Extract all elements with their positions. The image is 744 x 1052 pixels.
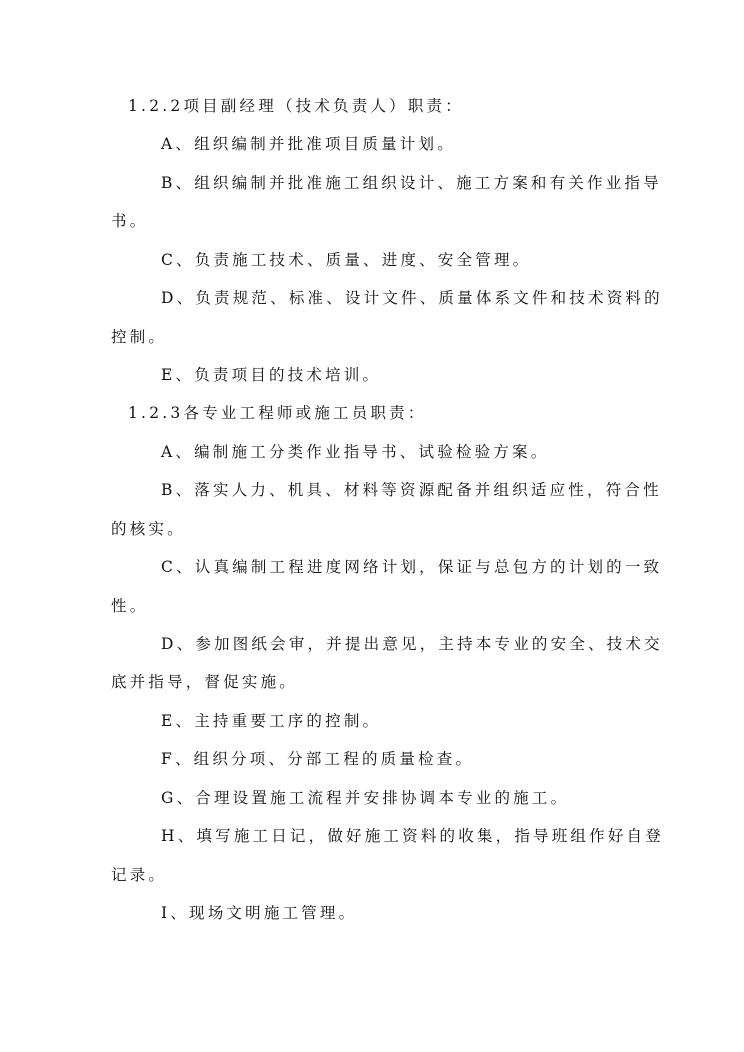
list-item: C、负责施工技术、质量、进度、安全管理。 bbox=[161, 251, 532, 269]
list-item: G、合理设置施工流程并安排协调本专业的施工。 bbox=[161, 789, 570, 807]
list-item: D、负责规范、标准、设计文件、质量体系文件和技术资料的 bbox=[161, 289, 663, 307]
list-item-continuation: 的核实。 bbox=[111, 520, 186, 538]
list-item: H、填写施工日记，做好施工资料的收集，指导班组作好自登 bbox=[161, 827, 664, 845]
list-item: C、认真编制工程进度网络计划，保证与总包方的计划的一致 bbox=[161, 558, 663, 576]
list-item-continuation: 性。 bbox=[111, 597, 149, 615]
list-item-continuation: 记录。 bbox=[111, 866, 168, 884]
section-heading-1-2-2: 1.2.2项目副经理（技术负责人）职责： bbox=[128, 97, 464, 115]
list-item: D、参加图纸会审，并提出意见，主持本专业的安全、技术交 bbox=[161, 635, 663, 653]
list-item: A、组织编制并批准项目质量计划。 bbox=[161, 135, 456, 153]
list-item: A、编制施工分类作业指导书、试验检验方案。 bbox=[161, 443, 550, 461]
section-heading-1-2-3: 1.2.3各专业工程师或施工员职责： bbox=[128, 404, 427, 422]
list-item: B、落实人力、机具、材料等资源配备并组织适应性，符合性 bbox=[161, 481, 662, 499]
list-item: F、组织分项、分部工程的质量检查。 bbox=[161, 750, 475, 768]
list-item-continuation: 书。 bbox=[111, 212, 149, 230]
list-item: E、主持重要工序的控制。 bbox=[161, 712, 382, 730]
list-item-continuation: 控制。 bbox=[111, 328, 168, 346]
list-item: B、组织编制并批准施工组织设计、施工方案和有关作业指导 bbox=[161, 174, 662, 192]
list-item: E、负责项目的技术培训。 bbox=[161, 366, 382, 384]
list-item: I、现场文明施工管理。 bbox=[161, 904, 358, 922]
list-item-continuation: 底并指导，督促实施。 bbox=[111, 673, 299, 691]
